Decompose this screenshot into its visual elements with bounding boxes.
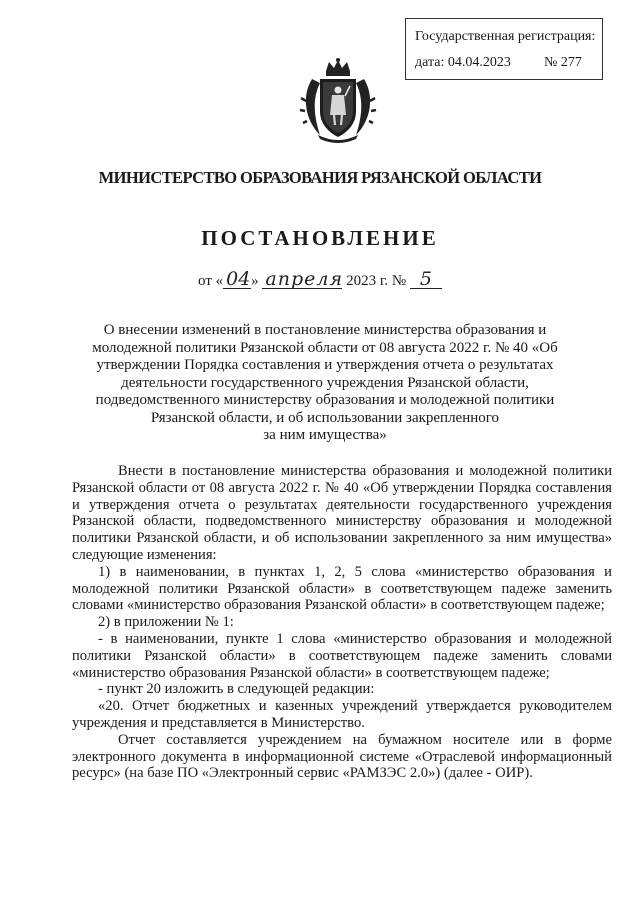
- subject-line: за ним имущества»: [263, 427, 387, 443]
- body-paragraph: Внести в постановление министерства образования и молодежной политики Рязанской области от 08 августа 2022 г. № 40 «Об утверждении Порядка составления и утверждения отчета о результатах деятельности государственного учреждения Рязанской области, подведомственного министерству образования и молодежной политики Рязанской области, и об использовании закрепленного за ним имущества» следующие изменения:: [72, 463, 612, 563]
- handwritten-month: апреля: [262, 270, 342, 289]
- document-subject: [90, 322, 560, 445]
- body-paragraph: Отчет составляется учреждением на бумажном носителе или в форме электронного документа в информационной системе «Отраслевой информационный ресурс» (на базе ПО «Электронный сервис «РАМЗЭС 2.0») (далее - ОИР).: [72, 731, 612, 782]
- date-year: 2023 г. №: [346, 273, 407, 289]
- registration-stamp: [405, 18, 603, 80]
- body-paragraph: 1) в наименовании, в пунктах 1, 2, 5 слова «министерство образования и молодежной политики Рязанской области» в соответствующем падеже заменить словами «министерство образования Рязанской области» в соответствующем падеже;: [72, 563, 612, 614]
- subject-line: утверждении Порядка составления и утверждения отчета о результатах: [96, 357, 554, 373]
- subject-line: О внесении изменений в постановление министерства образования и: [103, 322, 547, 338]
- subject-line: молодежной политики Рязанской области от 08 августа 2022 г. № 40 «Об: [92, 339, 558, 356]
- body-paragraph: - пункт 20 изложить в следующей редакции:: [98, 681, 375, 698]
- body-paragraph: «20. Отчет бюджетных и казенных учреждений утверждается руководителем учреждения и представляется в Министерство.: [72, 698, 612, 731]
- document-date-line: [0, 270, 640, 290]
- document-body: [72, 463, 612, 782]
- body-paragraph: - в наименовании, пункте 1 слова «министерство образования и молодежной политики Рязанской области» в соответствующем падеже заменить словами «министерство образования Рязанской области» в соответствующем падеже;: [72, 630, 612, 681]
- handwritten-number: 5: [410, 270, 442, 289]
- body-paragraph: 2) в приложении № 1:: [98, 614, 234, 631]
- ryazan-coat-of-arms-icon: [298, 57, 378, 143]
- registration-number: № 277: [544, 55, 582, 70]
- document-type-heading: ПОСТАНОВЛЕНИЕ: [201, 226, 439, 250]
- date-prefix: от «: [198, 273, 224, 289]
- handwritten-day: 04: [223, 270, 251, 289]
- registration-date: дата: 04.04.2023: [415, 55, 511, 70]
- subject-line: Рязанской области, и об использовании закрепленного: [150, 409, 500, 426]
- subject-line: деятельности государственного учреждения Рязанской области,: [121, 374, 529, 391]
- ministry-title: МИНИСТЕРСТВО ОБРАЗОВАНИЯ РЯЗАНСКОЙ ОБЛАСТИ: [98, 168, 542, 187]
- registration-label: Государственная регистрация:: [415, 29, 596, 44]
- date-separator: »: [251, 273, 259, 289]
- subject-line: подведомственного министерству образования и молодежной политики: [95, 392, 555, 408]
